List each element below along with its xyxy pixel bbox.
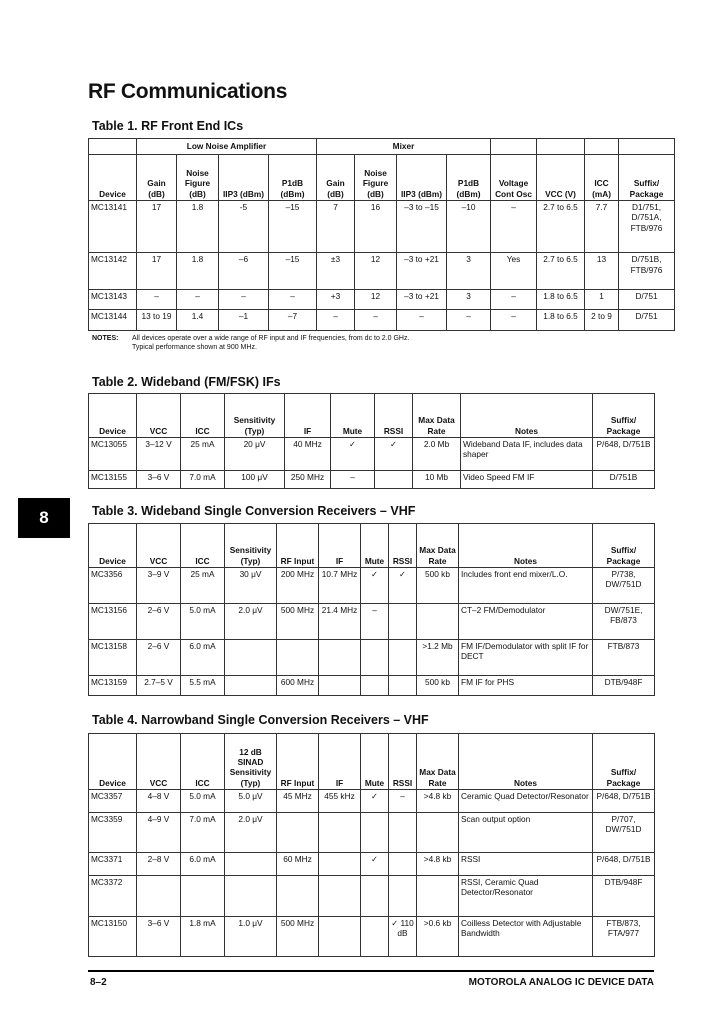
table-cell: P/738, DW/751D <box>593 568 655 604</box>
table-cell <box>181 876 225 916</box>
column-header: ICC <box>181 734 225 790</box>
column-header: Device <box>89 155 137 201</box>
table-cell: 600 MHz <box>277 675 319 695</box>
table-cell: –6 <box>219 253 269 289</box>
table-cell: 500 kb <box>417 675 459 695</box>
table-cell: >0.6 kb <box>417 916 459 957</box>
table-cell: D/751 <box>619 310 675 331</box>
table-cell: 21.4 MHz <box>319 603 361 639</box>
page-number: 8–2 <box>90 977 107 988</box>
table-cell: 17 <box>137 253 177 289</box>
table-cell <box>225 876 277 916</box>
column-header: IF <box>319 524 361 568</box>
table-cell: 40 MHz <box>285 438 331 471</box>
table-cell <box>389 876 417 916</box>
mixer-group-header: Mixer <box>317 139 491 155</box>
table-cell: 2–8 V <box>137 853 181 876</box>
table-cell: –3 to –15 <box>397 201 447 253</box>
table-cell <box>319 853 361 876</box>
table-cell: 250 MHz <box>285 470 331 488</box>
table-cell: D/751 <box>619 289 675 310</box>
table-cell <box>375 470 413 488</box>
table4 <box>88 733 655 957</box>
table-row <box>89 568 655 604</box>
table-cell: 25 mA <box>181 568 225 604</box>
table-cell: 2.0 μV <box>225 812 277 852</box>
table-cell: – <box>317 310 355 331</box>
table3 <box>88 523 655 696</box>
table-cell: ±3 <box>317 253 355 289</box>
table-cell: FTB/873 <box>593 639 655 675</box>
table-cell: >1.2 Mb <box>417 639 459 675</box>
table-cell: 6.0 mA <box>181 639 225 675</box>
table-cell <box>389 639 417 675</box>
table-row <box>89 790 655 813</box>
device-cell: MC13143 <box>89 289 137 310</box>
table-cell: 7.0 mA <box>181 470 225 488</box>
table-cell <box>389 812 417 852</box>
table-cell: Scan output option <box>459 812 593 852</box>
table-cell: 2.7 to 6.5 <box>537 201 585 253</box>
column-header: Suffix/ Package <box>593 524 655 568</box>
table-cell: 2.7–5 V <box>137 675 181 695</box>
column-header: ICC <box>181 394 225 438</box>
table-cell <box>319 639 361 675</box>
column-header: Device <box>89 394 137 438</box>
column-header: RF Input <box>277 524 319 568</box>
column-header: VCC <box>137 524 181 568</box>
column-header: Sensitivity (Typ) <box>225 394 285 438</box>
table-cell: 30 μV <box>225 568 277 604</box>
column-header: Voltage Cont Osc <box>491 155 537 201</box>
column-header: ICC (mA) <box>585 155 619 201</box>
table-cell: – <box>491 201 537 253</box>
table-cell <box>225 639 277 675</box>
table-cell: DTB/948F <box>593 876 655 916</box>
table-cell: – <box>491 289 537 310</box>
column-header: Sensitivity (Typ) <box>225 524 277 568</box>
table-cell: – <box>491 310 537 331</box>
table-cell: -5 <box>219 201 269 253</box>
column-header: IIP3 (dBm) <box>219 155 269 201</box>
table-row <box>89 812 655 852</box>
table-cell: 13 to 19 <box>137 310 177 331</box>
table-cell: 1.8 to 6.5 <box>537 310 585 331</box>
table-cell: 20 μV <box>225 438 285 471</box>
device-cell: MC3371 <box>89 853 137 876</box>
table-cell: 7.0 mA <box>181 812 225 852</box>
table-cell: 1.4 <box>177 310 219 331</box>
section-tab: 8 <box>18 498 70 538</box>
column-header: RSSI <box>389 524 417 568</box>
column-header: Notes <box>459 524 593 568</box>
column-header: Gain (dB) <box>137 155 177 201</box>
device-cell: MC13144 <box>89 310 137 331</box>
table2 <box>88 393 655 489</box>
column-header: Suffix/ Package <box>619 155 675 201</box>
table-cell: 3–6 V <box>137 470 181 488</box>
table-cell: –7 <box>269 310 317 331</box>
table-cell: ✓ 110 dB <box>389 916 417 957</box>
table-cell: 1.8 mA <box>181 916 225 957</box>
table-cell: ✓ <box>361 568 389 604</box>
table-cell: 45 MHz <box>277 790 319 813</box>
column-header: Notes <box>461 394 593 438</box>
table-cell: 5.0 mA <box>181 790 225 813</box>
table-cell: ✓ <box>375 438 413 471</box>
table-cell: 1.8 <box>177 201 219 253</box>
table-cell: – <box>219 289 269 310</box>
table-cell: DTB/948F <box>593 675 655 695</box>
table-cell: – <box>447 310 491 331</box>
table-cell <box>319 812 361 852</box>
table-cell: 2.0 Mb <box>413 438 461 471</box>
table-cell: 3 <box>447 253 491 289</box>
table-cell: 455 kHz <box>319 790 361 813</box>
table-cell: 3–12 V <box>137 438 181 471</box>
table-cell: FM IF for PHS <box>459 675 593 695</box>
table-cell: 17 <box>137 201 177 253</box>
table-row <box>89 639 655 675</box>
table-cell: 4–8 V <box>137 790 181 813</box>
column-header: Mute <box>361 524 389 568</box>
table-cell <box>137 876 181 916</box>
table-cell: CT–2 FM/Demodulator <box>459 603 593 639</box>
table-cell <box>417 812 459 852</box>
table-cell: 1.8 to 6.5 <box>537 289 585 310</box>
table-cell <box>361 675 389 695</box>
table2-caption: Table 2. Wideband (FM/FSK) IFs <box>92 375 281 389</box>
table-cell: 4–9 V <box>137 812 181 852</box>
device-cell: MC3359 <box>89 812 137 852</box>
column-header: Gain (dB) <box>317 155 355 201</box>
table-cell: 10.7 MHz <box>319 568 361 604</box>
column-header: P1dB (dBm) <box>269 155 317 201</box>
table-cell: >4.8 kb <box>417 790 459 813</box>
table-cell: ✓ <box>361 853 389 876</box>
table-cell: 5.0 mA <box>181 603 225 639</box>
table-cell: – <box>389 790 417 813</box>
table-cell: >4.8 kb <box>417 853 459 876</box>
table-cell: 13 <box>585 253 619 289</box>
column-header: RF Input <box>277 734 319 790</box>
table-cell <box>417 876 459 916</box>
table-cell: D1/751, D/751A, FTB/976 <box>619 201 675 253</box>
table-cell: 2–6 V <box>137 639 181 675</box>
table-cell: 200 MHz <box>277 568 319 604</box>
device-cell: MC13155 <box>89 470 137 488</box>
device-cell: MC13150 <box>89 916 137 957</box>
device-cell: MC13055 <box>89 438 137 471</box>
table-cell: 10 Mb <box>413 470 461 488</box>
table-cell: Ceramic Quad Detector/Resonator <box>459 790 593 813</box>
column-header: RSSI <box>389 734 417 790</box>
column-header: P1dB (dBm) <box>447 155 491 201</box>
column-header: IIP3 (dBm) <box>397 155 447 201</box>
table-cell: – <box>269 289 317 310</box>
column-header: Suffix/ Package <box>593 394 655 438</box>
device-cell: MC13156 <box>89 603 137 639</box>
table-cell: RSSI, Ceramic Quad Detector/Resonator <box>459 876 593 916</box>
table-cell: FM IF/Demodulator with split IF for DECT <box>459 639 593 675</box>
table-cell: Coilless Detector with Adjustable Bandwidth <box>459 916 593 957</box>
table-cell: D/751B, FTB/976 <box>619 253 675 289</box>
table-cell <box>225 853 277 876</box>
column-header: Max Data Rate <box>417 524 459 568</box>
column-header: 12 dB SINAD Sensitivity (Typ) <box>225 734 277 790</box>
column-header: Mute <box>361 734 389 790</box>
table-cell: –10 <box>447 201 491 253</box>
device-cell: MC3357 <box>89 790 137 813</box>
device-cell: MC3356 <box>89 568 137 604</box>
device-cell: MC3372 <box>89 876 137 916</box>
notes-label: NOTES: <box>92 335 119 342</box>
column-header: Device <box>89 734 137 790</box>
table-cell: Wideband Data IF, includes data shaper <box>461 438 593 471</box>
table-cell: D/751B <box>593 470 655 488</box>
table-row <box>89 603 655 639</box>
table-row <box>89 916 655 957</box>
column-header: IF <box>285 394 331 438</box>
table-cell: 1 <box>585 289 619 310</box>
table-cell: 12 <box>355 253 397 289</box>
table-cell <box>389 603 417 639</box>
table-cell: 1.0 μV <box>225 916 277 957</box>
table-cell: –15 <box>269 253 317 289</box>
table-cell: 500 MHz <box>277 603 319 639</box>
table-cell: 2 to 9 <box>585 310 619 331</box>
table-cell: 2.0 μV <box>225 603 277 639</box>
table-cell: 500 kb <box>417 568 459 604</box>
table-cell: Video Speed FM IF <box>461 470 593 488</box>
table-cell: 5.0 μV <box>225 790 277 813</box>
table-cell: +3 <box>317 289 355 310</box>
table-cell: 7 <box>317 201 355 253</box>
column-header: VCC <box>137 734 181 790</box>
publication-name: MOTOROLA ANALOG IC DEVICE DATA <box>468 977 654 988</box>
column-header: Device <box>89 524 137 568</box>
table3-caption: Table 3. Wideband Single Conversion Receivers – VHF <box>92 504 416 518</box>
column-header: Max Data Rate <box>413 394 461 438</box>
table-cell: 7.7 <box>585 201 619 253</box>
table-cell: Yes <box>491 253 537 289</box>
table-cell: 3–6 V <box>137 916 181 957</box>
table-cell: 25 mA <box>181 438 225 471</box>
table-cell: ✓ <box>331 438 375 471</box>
note-line: Typical performance shown at 900 MHz. <box>132 344 257 352</box>
table-cell: – <box>137 289 177 310</box>
table-cell: – <box>177 289 219 310</box>
column-header: Suffix/ Package <box>593 734 655 790</box>
table-cell <box>417 603 459 639</box>
table-cell: P/707, DW/751D <box>593 812 655 852</box>
table-cell: –1 <box>219 310 269 331</box>
table-cell: P/648, D/751B <box>593 790 655 813</box>
lna-group-header: Low Noise Amplifier <box>137 139 317 155</box>
table-cell: 3 <box>447 289 491 310</box>
footer-rule <box>88 970 654 972</box>
table-cell <box>361 876 389 916</box>
table-cell <box>319 916 361 957</box>
table-cell <box>319 675 361 695</box>
column-header: VCC (V) <box>537 155 585 201</box>
table-cell <box>277 812 319 852</box>
table-cell <box>277 876 319 916</box>
table4-caption: Table 4. Narrowband Single Conversion Receivers – VHF <box>92 713 429 727</box>
column-header: Max Data Rate <box>417 734 459 790</box>
table1 <box>88 138 675 331</box>
table-cell <box>389 675 417 695</box>
table-row <box>89 675 655 695</box>
column-header: IF <box>319 734 361 790</box>
column-header: VCC <box>137 394 181 438</box>
column-header: Noise Figure (dB) <box>177 155 219 201</box>
table-cell: 100 μV <box>225 470 285 488</box>
device-cell: MC13142 <box>89 253 137 289</box>
table-cell: FTB/873, FTA/977 <box>593 916 655 957</box>
table-cell: –15 <box>269 201 317 253</box>
table-cell: 500 MHz <box>277 916 319 957</box>
table-row <box>89 310 675 331</box>
table-cell: DW/751E, FB/873 <box>593 603 655 639</box>
column-header: ICC <box>181 524 225 568</box>
table-cell: 2–6 V <box>137 603 181 639</box>
table-cell: ✓ <box>389 568 417 604</box>
table-row <box>89 201 675 253</box>
table-row <box>89 470 655 488</box>
table-cell <box>361 916 389 957</box>
table-cell: – <box>361 603 389 639</box>
table-cell: 5.5 mA <box>181 675 225 695</box>
table-cell: Includes front end mixer/L.O. <box>459 568 593 604</box>
table-cell: – <box>331 470 375 488</box>
device-cell: MC13158 <box>89 639 137 675</box>
table1-caption: Table 1. RF Front End ICs <box>92 119 244 133</box>
table-cell <box>225 675 277 695</box>
column-header: RSSI <box>375 394 413 438</box>
table-cell <box>361 639 389 675</box>
note-line: All devices operate over a wide range of RF input and IF frequencies, from dc to 2.0 GHz. <box>132 335 410 342</box>
table-cell: 3–9 V <box>137 568 181 604</box>
table-row <box>89 438 655 471</box>
table-cell <box>319 876 361 916</box>
table-cell: 1.8 <box>177 253 219 289</box>
table-cell: – <box>397 310 447 331</box>
page-title: RF Communications <box>88 80 288 103</box>
column-header: Noise Figure (dB) <box>355 155 397 201</box>
table-cell: P/648, D/751B <box>593 438 655 471</box>
table-cell: – <box>355 310 397 331</box>
column-header: Notes <box>459 734 593 790</box>
column-header: Mute <box>331 394 375 438</box>
table-cell: –3 to +21 <box>397 253 447 289</box>
table-cell: ✓ <box>361 790 389 813</box>
device-cell: MC13159 <box>89 675 137 695</box>
table-row <box>89 876 655 916</box>
table-cell: 6.0 mA <box>181 853 225 876</box>
table-cell: 16 <box>355 201 397 253</box>
table-cell: RSSI <box>459 853 593 876</box>
table-cell <box>277 639 319 675</box>
table1-notes <box>92 334 409 353</box>
table-cell: 2.7 to 6.5 <box>537 253 585 289</box>
table-cell: –3 to +21 <box>397 289 447 310</box>
table-cell: 60 MHz <box>277 853 319 876</box>
table-row <box>89 853 655 876</box>
table-row <box>89 253 675 289</box>
table-cell: P/648, D/751B <box>593 853 655 876</box>
table-cell: 12 <box>355 289 397 310</box>
table-cell <box>361 812 389 852</box>
device-cell: MC13141 <box>89 201 137 253</box>
table-row <box>89 289 675 310</box>
table-cell <box>389 853 417 876</box>
